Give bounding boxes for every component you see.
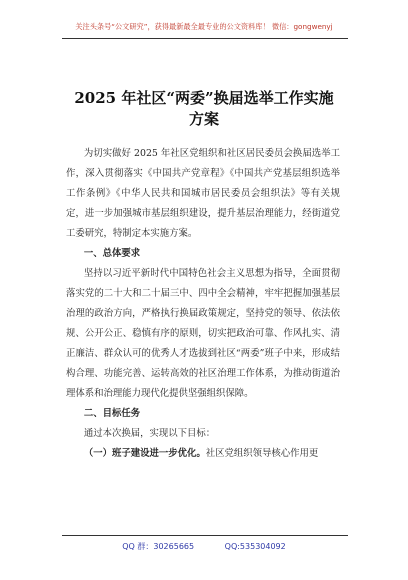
footer-divider	[62, 535, 348, 536]
section-heading-1: 一、总体要求	[83, 248, 141, 259]
section-1-paragraph: 坚持以习近平新时代中国特色社会主义思想为指导，全面贯彻落实党的二十大和二十届三中、四中全会精神，牢牢把握加强基层治理的政治方向，严格执行换届政策规定，坚持党的领导、依法依规、公开公正、稳慎有序的原则，切实把政治可靠、作风扎实、清正廉洁、群众认可的优秀人才选拔到社区“两委”班子中来，形成结构合理、功能完善、运转高效的社区治理工作体系，为推动街道治理体系和治理能力现代化提供坚强组织保障。	[66, 268, 340, 399]
item-1-paragraph	[66, 444, 340, 464]
item-1-text: 社区党组织领导核心作用更	[205, 448, 319, 459]
title-line-1: 2025 年社区“两委”换届选举工作实施	[74, 89, 334, 107]
section-heading-2: 二、目标任务	[83, 408, 141, 419]
header-divider	[62, 38, 348, 39]
header-note: 关注头条号“公文研究”，获得最新最全最专业的公文资料库！ 微信：gongwenyj	[75, 22, 333, 31]
footer-qq-group: QQ 群：30265665	[122, 542, 195, 551]
document-title	[40, 88, 368, 130]
document-body	[66, 144, 340, 464]
title-line-2: 方案	[188, 110, 219, 128]
intro-paragraph: 为切实做好 2025 年社区党组织和社区居民委员会换届选举工作，深入贯彻落实《中国共产党章程》《中国共产党基层组织选举工作条例》《中华人民共和国城市居民委员会组织法》等有关规定，进一步加强城市基层组织建设，提升基层治理能力，经街道党工委研究，特制定本实施方案。	[66, 148, 340, 239]
item-1-lead: （一）班子建设进一步优化。	[83, 448, 206, 459]
footer-qq: QQ:535304092	[224, 542, 286, 551]
section-2-intro: 通过本次换届，实现以下目标：	[83, 428, 216, 439]
footer	[0, 541, 408, 552]
